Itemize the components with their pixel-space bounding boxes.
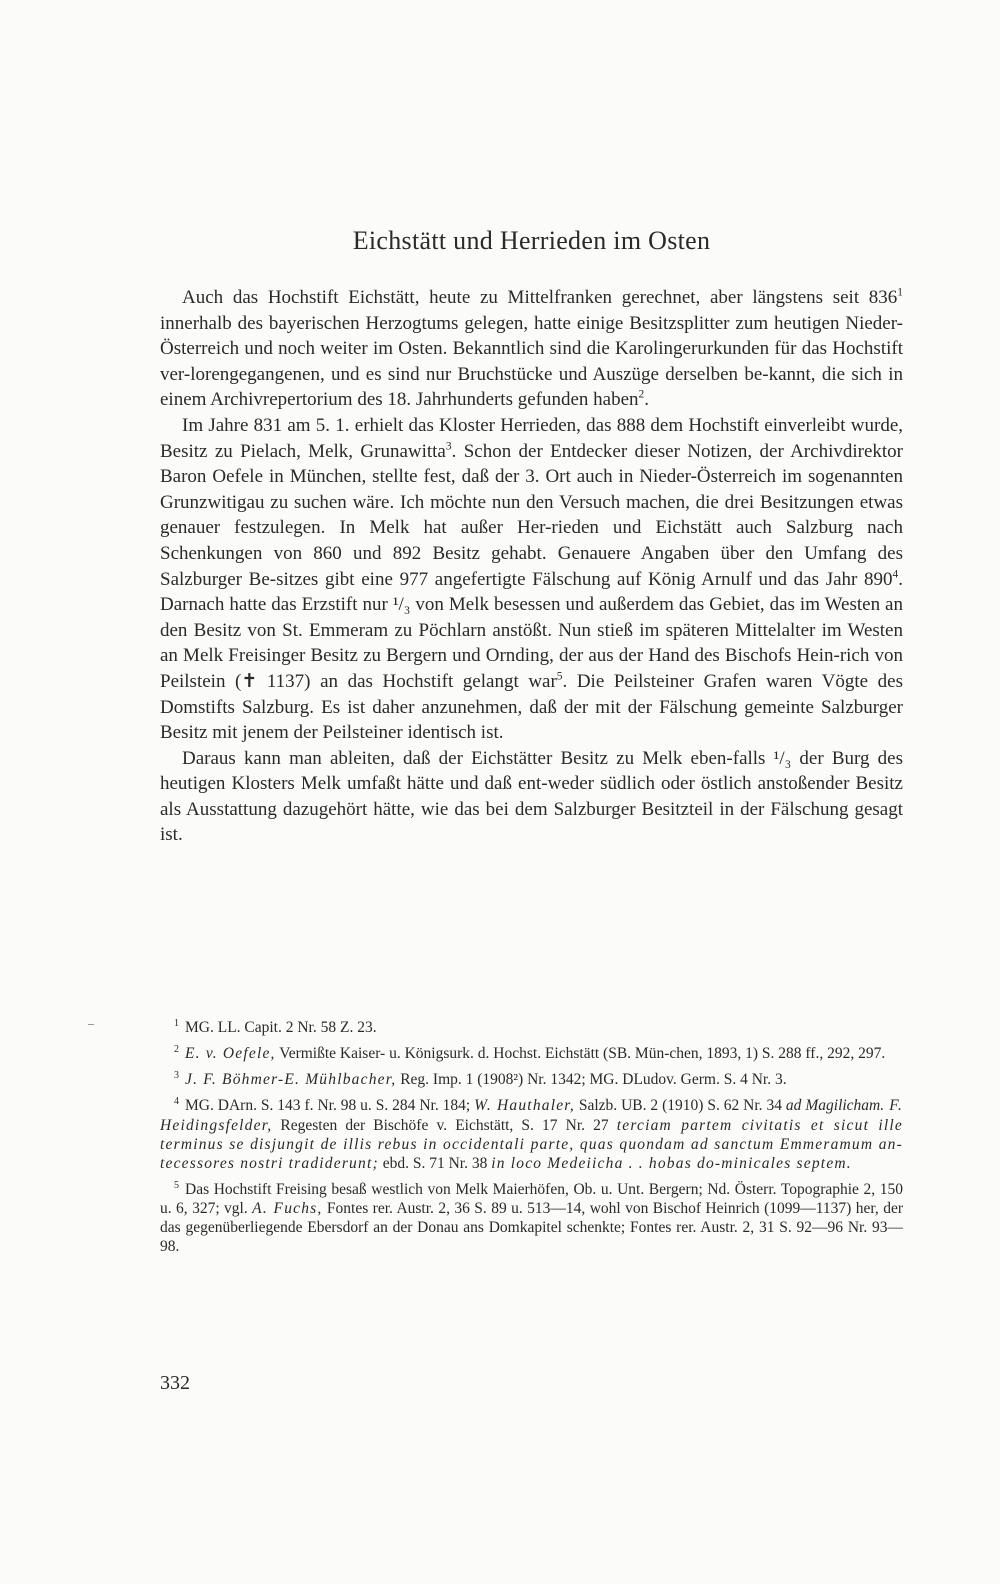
footnote-number: 1 [174,1018,179,1029]
latin-quote: terciam partem civitatis et sicut ille terminus se disjungit de illis rebus in occidentali parte, quas quondam ad sanctum Emmeramum an-tecessores nostri tradiderunt; [160,1116,903,1172]
footnotes [160,1014,903,1259]
paragraph-2: Im Jahre 831 am 5. 1. erhielt das Kloster Herrieden, das 888 dem Hochstift einverleibt wurde, Besitz zu Pielach, Melk, Grunawitta$^3$. Schon der Entdecker dieser Notizen, der Archivdirektor Baron Oefele in München, stellte fest, daß der 3. Ort auch in Nieder-Österreich im sogenannten Grunzwitigau zu suchen wäre. Ich möchte nun den Versuch machen, die drei Besitzungen etwas genauer festzulegen. In Melk hat außer Her-rieden und Eichstätt auch Salzburg nach Schenkungen von 860 und 892 Besitz gehabt. Genauere Angaben über den Umfang des Salzburger Be-sitzes gibt eine 977 angefertigte Fälschung auf König Arnulf und das Jahr $890^4$. Darnach hatte das Erzstift nur ¹/₃ von Melk besessen und außerdem das Gebiet, das im Westen an den Besitz von St. Emmeram zu Pöchlarn anstößt. Nun stieß im späteren Mittelalter im Westen an Melk Freisinger Besitz zu Bergern und Ornding, der aus der Hand des Bischofs Hein-rich von Peilstein (✝ 1137) an das Hochstift gelangt war$^5$. Die Peilsteiner Grafen waren Vögte des Domstifts Salzburg. Es ist daher anzunehmen, daß der mit der Fälschung gemeinte Salzburger Besitz mit jenem der Peilsteiner identisch ist. [160,414,903,744]
footnote-author: A. Fuchs, [252,1199,323,1217]
main-text [160,285,903,848]
paragraph-1: Auch das Hochstift Eichstätt, heute zu Mittelfranken gerechnet, aber längstens seit $836^1$ innerhalb des bayerischen Herzogtums gelegen, hatte einige Besitzsplitter zum heutigen Nieder-Österreich und noch weiter im Osten. Bekanntlich sind die Karolingerurkunden für das Hochstift ver-lorengegangenen, und es sind nur Bruchstücke und Auszüge derselben be-kannt, die sich in einem Archivrepertorium des 18. Jahrhunderts gefunden haben$^2$. [160,286,903,411]
footnote-number: 2 [174,1044,179,1056]
page-number: 332 [160,1372,190,1394]
latin-quote: in loco Medeiicha . . hobas do-minicales septem. [491,1154,852,1172]
footnote-3: $^3$ J. F. Böhmer-E. Mühlbacher, Reg. Imp. 1 (1908²) Nr. 1342; MG. DLudov. Germ. S. 4 Nr. 3. [174,1070,787,1089]
margin-mark [88,1024,94,1025]
chapter-title: Eichstätt und Herrieden im Osten [352,226,711,255]
footnote-2: $^2$ E. v. Oefele, Vermißte Kaiser- u. Königsurk. d. Hochst. Eichstätt (SB. Mün-chen, 1893, 1) S. 288 ff., 292, 297. [174,1044,886,1063]
footnote-number: 3 [174,1070,179,1082]
footnote-ref-4[interactable]: 4 [892,568,899,581]
paragraph-3: Daraus kann man ableiten, daß der Eichstätter Besitz zu Melk eben-falls ¹/₃ der Burg des heutigen Klosters Melk umfaßt hätte und daß ent-weder südlich oder östlich anstoßender Besitz als Ausstattung dazugehört hätte, wie das bei dem Salzburger Besitzteil in der Fälschung gesagt ist. [160,747,903,846]
footnote-1: $^1$ MG. LL. Capit. 2 Nr. 58 Z. 23. [174,1018,377,1037]
footnote-author: W. Hauthaler, [474,1097,575,1115]
footnote-ref-2[interactable]: 2 [638,389,645,402]
footnote-number: 5 [174,1179,179,1191]
footnote-ref-1[interactable]: 1 [897,286,903,299]
footnote-author: F. Heidingsfelder, [160,1097,904,1134]
footnote-author: E. v. Oefele, [185,1045,276,1063]
footnote-ref-5[interactable]: 5 [556,670,563,683]
footnote-number: 4 [174,1096,179,1108]
footnote-ref-3[interactable]: 3 [445,440,452,453]
footnote-4: $^4$ MG. DArn. S. 143 f. Nr. 98 u. S. 284 Nr. 184; W. Hauthaler, Salzb. UB. 2 (1910) S. 62 Nr. 34 ad Magilicham. F. Heidingsfelder, Regesten der Bischöfe v. Eichstätt, S. 17 Nr. 27 terciam partem civitatis et sicut ille terminus se disjungit de illis rebus in occidentali parte, quas quondam ad sanctum Emmeramum an-tecessores nostri tradiderunt; ebd. S. 71 Nr. 38 in loco Medeiicha . . hobas do-minicales septem. [160,1096,904,1172]
footnote-5: $^5$ Das Hochstift Freising besaß westlich von Melk Maierhöfen, Ob. u. Unt. Bergern; Nd. Österr. Topographie 2, 150 u. 6, 327; vgl. A. Fuchs, Fontes rer. Austr. 2, 36 S. 89 u. 513—14, wohl von Bischof Heinrich (1099—1137) her, der das gegenüberliegende Ebersdorf an der Donau ans Domkapitel schenkte; Fontes rer. Austr. 2, 31 S. 92—96 Nr. 93—98. [160,1179,903,1255]
footnote-author: J. F. Böhmer-E. Mühlbacher, [185,1071,397,1089]
